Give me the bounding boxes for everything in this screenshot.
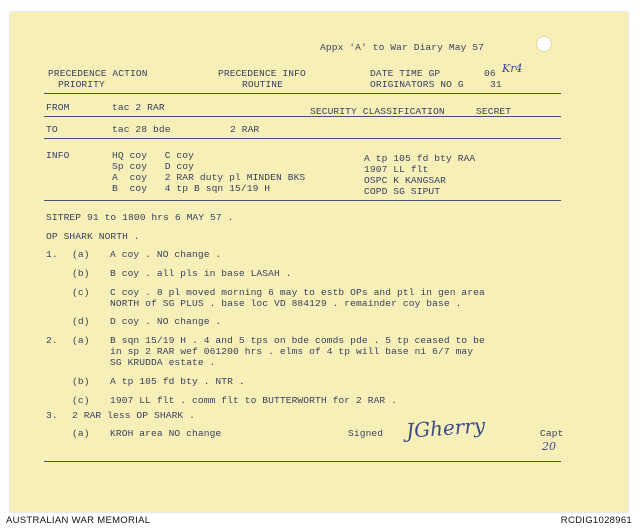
info-label: INFO <box>46 150 70 161</box>
footer-rule <box>44 461 561 462</box>
info-right-line: OSPC K KANGSAR <box>364 175 447 186</box>
para-2a-marker: (a) <box>72 335 90 346</box>
para-3a-text: KROH area NO change <box>110 428 222 439</box>
security-value: SECRET <box>476 106 512 117</box>
date-time-value: 06 <box>484 68 496 79</box>
para-3a-marker: (a) <box>72 428 90 439</box>
para-2b-text: A tp 105 fd bty . NTR . <box>110 376 245 387</box>
info-rule <box>44 200 561 201</box>
info-right-line: COPD SG SIPUT <box>364 186 441 197</box>
para-1a-text: A coy . NO change . <box>110 249 222 260</box>
para-3-text: 2 RAR less OP SHARK . <box>72 410 196 421</box>
para-2b-marker: (b) <box>72 376 90 387</box>
punch-hole <box>536 36 552 52</box>
document-sheet <box>10 12 628 512</box>
para-1-number: 1. <box>46 249 58 260</box>
info-left-line: B coy 4 tp B sqn 15/19 H <box>112 183 271 194</box>
para-1c-marker: (c) <box>72 287 90 298</box>
info-left-line: Sp coy D coy <box>112 161 195 172</box>
operation-name: OP SHARK NORTH . <box>46 231 140 242</box>
info-right-line: 1907 LL flt <box>364 164 429 175</box>
precedence-info-label: PRECEDENCE INFO <box>218 68 306 79</box>
security-label: SECURITY CLASSIFICATION <box>310 106 445 117</box>
originators-label: ORIGINATORS NO G <box>370 79 464 90</box>
para-1b-text: B coy . all pls in base LASAH . <box>110 268 292 279</box>
to-value-primary: tac 28 bde <box>112 124 171 135</box>
date-time-label: DATE TIME GP <box>370 68 441 79</box>
appendix-reference: Appx 'A' to War Diary May 57 <box>320 42 485 53</box>
signature: JGherry <box>405 413 486 443</box>
precedence-info-value: ROUTINE <box>242 79 284 90</box>
to-label: TO <box>46 124 58 135</box>
handwritten-reference: Kr4 <box>502 62 523 75</box>
para-1d-marker: (d) <box>72 316 90 327</box>
archive-id: RCDIG1028961 <box>560 515 632 526</box>
para-2-number: 2. <box>46 335 58 346</box>
from-label: FROM <box>46 102 70 113</box>
info-left-line: A coy 2 RAR duty pl MINDEN BKS <box>112 172 306 183</box>
para-1a-marker: (a) <box>72 249 90 260</box>
para-2c-text: 1907 LL flt . comm flt to BUTTERWORTH for 2 RAR . <box>110 395 398 406</box>
info-right-line: A tp 105 fd bty RAA <box>364 153 476 164</box>
para-1b-marker: (b) <box>72 268 90 279</box>
to-value-secondary: 2 RAR <box>230 124 260 135</box>
para-1c-line: C coy . 8 pl moved morning 6 may to estb OPs and ptl in gen area <box>110 287 485 298</box>
handwritten-time: 20 <box>542 440 556 453</box>
originators-value: 31 <box>490 79 502 90</box>
sitrep-line: SITREP 91 to 1800 hrs 6 MAY 57 . <box>46 212 234 223</box>
archive-credit: AUSTRALIAN WAR MEMORIAL <box>6 515 151 526</box>
para-1c-line: NORTH of SG PLUS . base loc VD 884129 . remainder coy base . <box>110 298 462 309</box>
para-3-number: 3. <box>46 410 58 421</box>
para-1d-text: D coy . NO change . <box>110 316 222 327</box>
precedence-action-value: PRIORITY <box>58 79 105 90</box>
signer-rank: Capt <box>540 428 564 439</box>
signed-label: Signed <box>348 428 384 439</box>
info-left-line: HQ coy C coy <box>112 150 195 161</box>
header-rule <box>44 93 561 94</box>
para-2a-line: in sp 2 RAR wef 061200 hrs . elms of 4 tp will base ni 6/7 may <box>110 346 474 357</box>
para-2a-line: SG KRUDDA estate . <box>110 357 216 368</box>
to-rule <box>44 138 561 139</box>
from-rule <box>44 116 561 117</box>
para-2a-line: B sqn 15/19 H . 4 and 5 tps on bde comds pde . 5 tp ceased to be <box>110 335 485 346</box>
para-2c-marker: (c) <box>72 395 90 406</box>
precedence-action-label: PRECEDENCE ACTION <box>48 68 148 79</box>
from-value: tac 2 RAR <box>112 102 165 113</box>
